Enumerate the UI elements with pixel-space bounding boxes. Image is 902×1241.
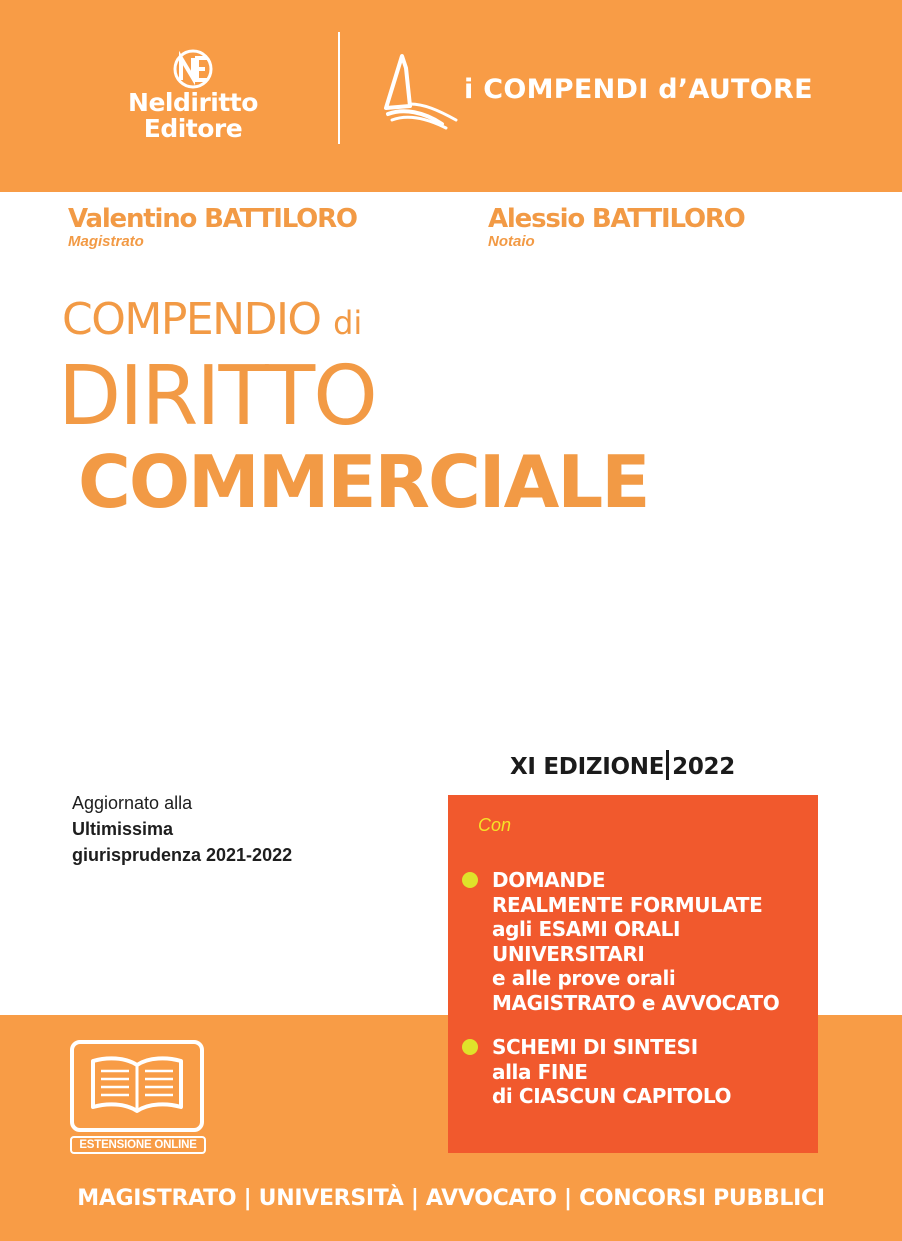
- author-2-name: Alessio BATTILORO: [488, 204, 745, 234]
- publisher-logo: [118, 48, 268, 158]
- ne-monogram-icon: [169, 48, 217, 90]
- author-2: [488, 204, 745, 250]
- edition-label: [510, 750, 735, 780]
- bullet-dot-icon: [462, 1039, 478, 1055]
- edition-year: 2022: [672, 754, 735, 780]
- author-2-role: Notaio: [488, 233, 535, 250]
- promo-bullet-line: alla FINE: [492, 1059, 588, 1084]
- author-1-name: Valentino BATTILORO: [68, 204, 357, 234]
- publisher-name-line2: Editore: [143, 114, 243, 143]
- update-note-line1: Aggiornato alla: [72, 793, 193, 813]
- promo-bullet-line: MAGISTRATO e AVVOCATO: [492, 990, 780, 1015]
- series-title: i COMPENDI d’AUTORE: [464, 73, 813, 105]
- bullet-dot-icon: [462, 872, 478, 888]
- promo-bullet-line: SCHEMI DI SINTESI: [492, 1035, 698, 1059]
- promo-bullet: [462, 1035, 731, 1109]
- footer-audience: MAGISTRATO | UNIVERSITÀ | AVVOCATO | CONCORSI PUBBLICI: [77, 1186, 825, 1211]
- title-compendio: COMPENDIO: [62, 294, 321, 345]
- edition-separator: [666, 750, 669, 780]
- update-note-line3: giurisprudenza 2021-2022: [72, 845, 293, 865]
- promo-bullet-line: UNIVERSITARI: [492, 941, 645, 966]
- promo-bullet: [462, 868, 779, 1015]
- author-1-role: Magistrato: [68, 233, 144, 250]
- online-extension-label: ESTENSIONE ONLINE: [70, 1136, 206, 1154]
- logo-divider: [338, 32, 340, 144]
- promo-bullet-line: di CIASCUN CAPITOLO: [492, 1084, 732, 1108]
- open-book-icon: [85, 1055, 189, 1117]
- promo-bullet-line: agli ESAMI ORALI: [492, 917, 681, 941]
- edition-number: XI EDIZIONE: [510, 754, 665, 780]
- promo-bullet-text: [492, 868, 779, 1015]
- promo-box: [448, 795, 818, 1153]
- open-book-icon: [380, 48, 460, 130]
- publisher-name-line1: Neldiritto: [128, 88, 258, 117]
- title-line-1: [62, 294, 362, 345]
- author-1: [68, 204, 357, 250]
- promo-bullet-line: e alle prove orali: [492, 966, 676, 990]
- title-line-2: DIRITTO: [58, 349, 376, 444]
- title-di: di: [333, 304, 363, 342]
- title-line-3: COMMERCIALE: [78, 440, 649, 524]
- promo-bullet-text: [492, 1035, 731, 1109]
- update-note: [72, 790, 292, 868]
- promo-intro: Con: [478, 815, 512, 835]
- online-extension-frame: [70, 1040, 204, 1132]
- update-note-line2: Ultimissima: [72, 819, 174, 839]
- online-extension-badge: [70, 1040, 206, 1154]
- promo-bullet-line: DOMANDE: [492, 868, 606, 892]
- promo-bullet-line: REALMENTE FORMULATE: [492, 892, 763, 917]
- publisher-name: [118, 90, 268, 142]
- series-logo: [380, 48, 813, 130]
